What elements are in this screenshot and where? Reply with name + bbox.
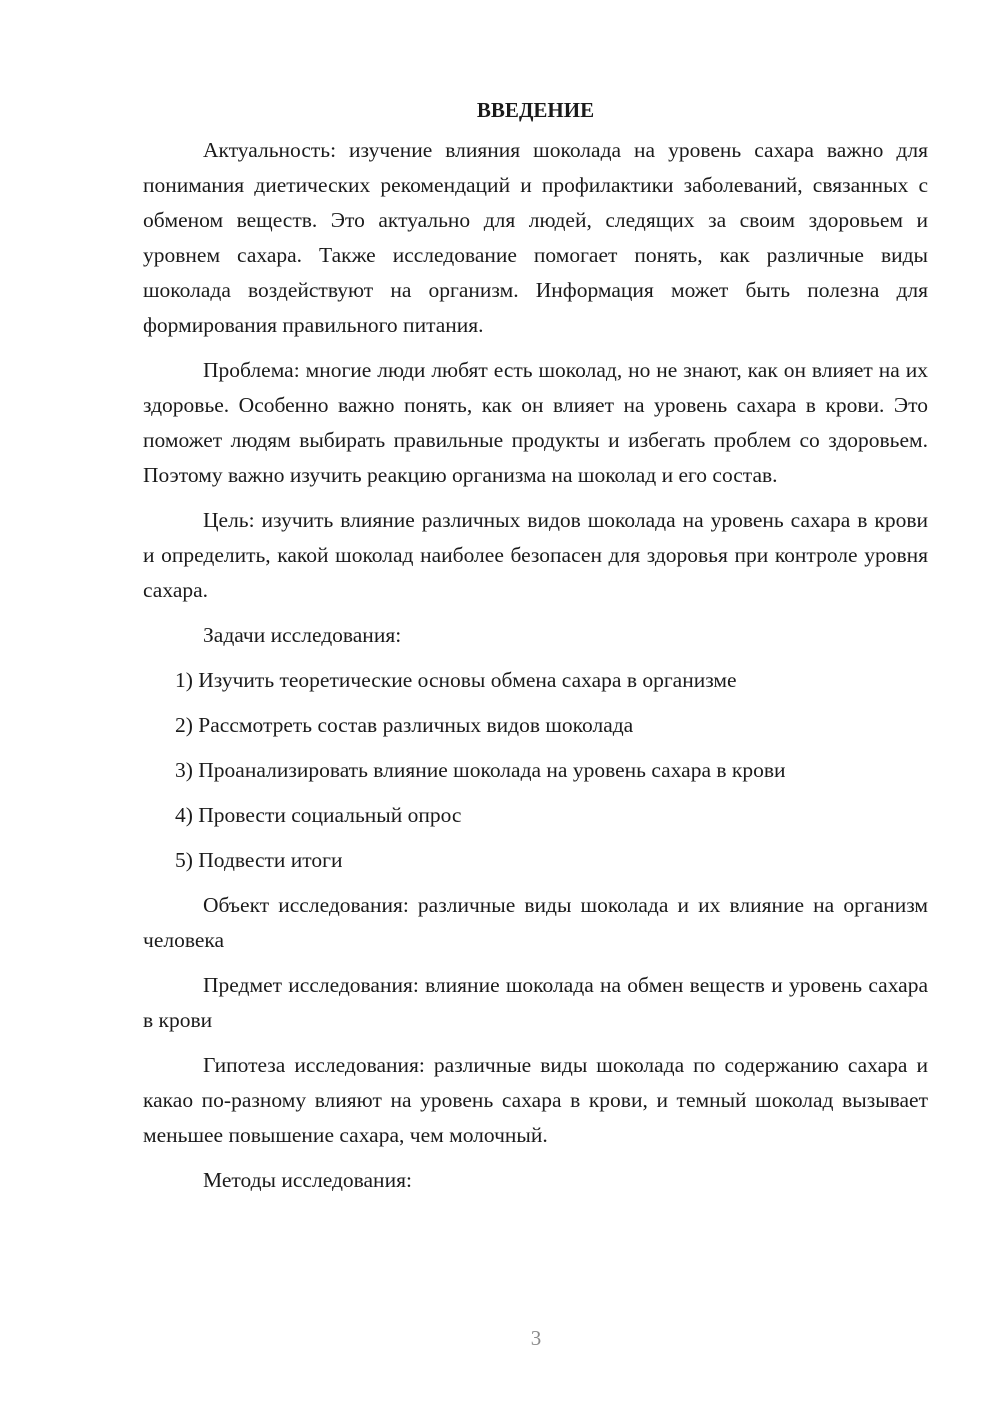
task-item: 3) Проанализировать влияние шоколада на уровень сахара в крови [175,758,786,782]
tasks-list [143,663,928,878]
paragraph-relevance: Актуальность: изучение влияния шоколада на уровень сахара важно для понимания диетических рекомендаций и профилактики заболеваний, связанных с обменом веществ. Это актуально для людей, следящих за своим здоровьем и уровнем сахара. Также исследование помогает понять, как различные виды шоколада воздействуют на организм. Информация может быть полезна для формирования правильного питания. [143,138,928,337]
document-page [143,93,928,1208]
paragraph-problem: Проблема: многие люди любят есть шоколад, но не знают, как он влияет на их здоровье. Особенно важно понять, как он влияет на уровень сахара в крови. Это поможет людям выбирать правильные продукты и избегать проблем со здоровьем. Поэтому важно изучить реакцию организма на шоколад и его состав. [143,358,928,487]
task-item: 4) Провести социальный опрос [175,803,462,827]
task-item: 2) Рассмотреть состав различных видов шоколада [175,713,634,737]
paragraph-subject: Предмет исследования: влияние шоколада на обмен веществ и уровень сахара в крови [143,973,928,1032]
section-title: ВВЕДЕНИЕ [476,98,595,122]
task-item: 1) Изучить теоретические основы обмена сахара в организме [175,668,737,692]
page-number: 3 [530,1326,542,1350]
paragraph-object: Объект исследования: различные виды шоколада и их влияние на организм человека [143,893,928,952]
methods-heading: Методы исследования: [203,1168,412,1192]
paragraph-goal: Цель: изучить влияние различных видов шоколада на уровень сахара в крови и определить, какой шоколад наиболее безопасен для здоровья при контроле уровня сахара. [143,508,928,602]
task-item: 5) Подвести итоги [175,848,343,872]
tasks-heading: Задачи исследования: [203,623,402,647]
paragraph-hypothesis: Гипотеза исследования: различные виды шоколада по содержанию сахара и какао по-разному влияют на уровень сахара в крови, и темный шоколад вызывает меньшее повышение сахара, чем молочный. [143,1053,928,1147]
